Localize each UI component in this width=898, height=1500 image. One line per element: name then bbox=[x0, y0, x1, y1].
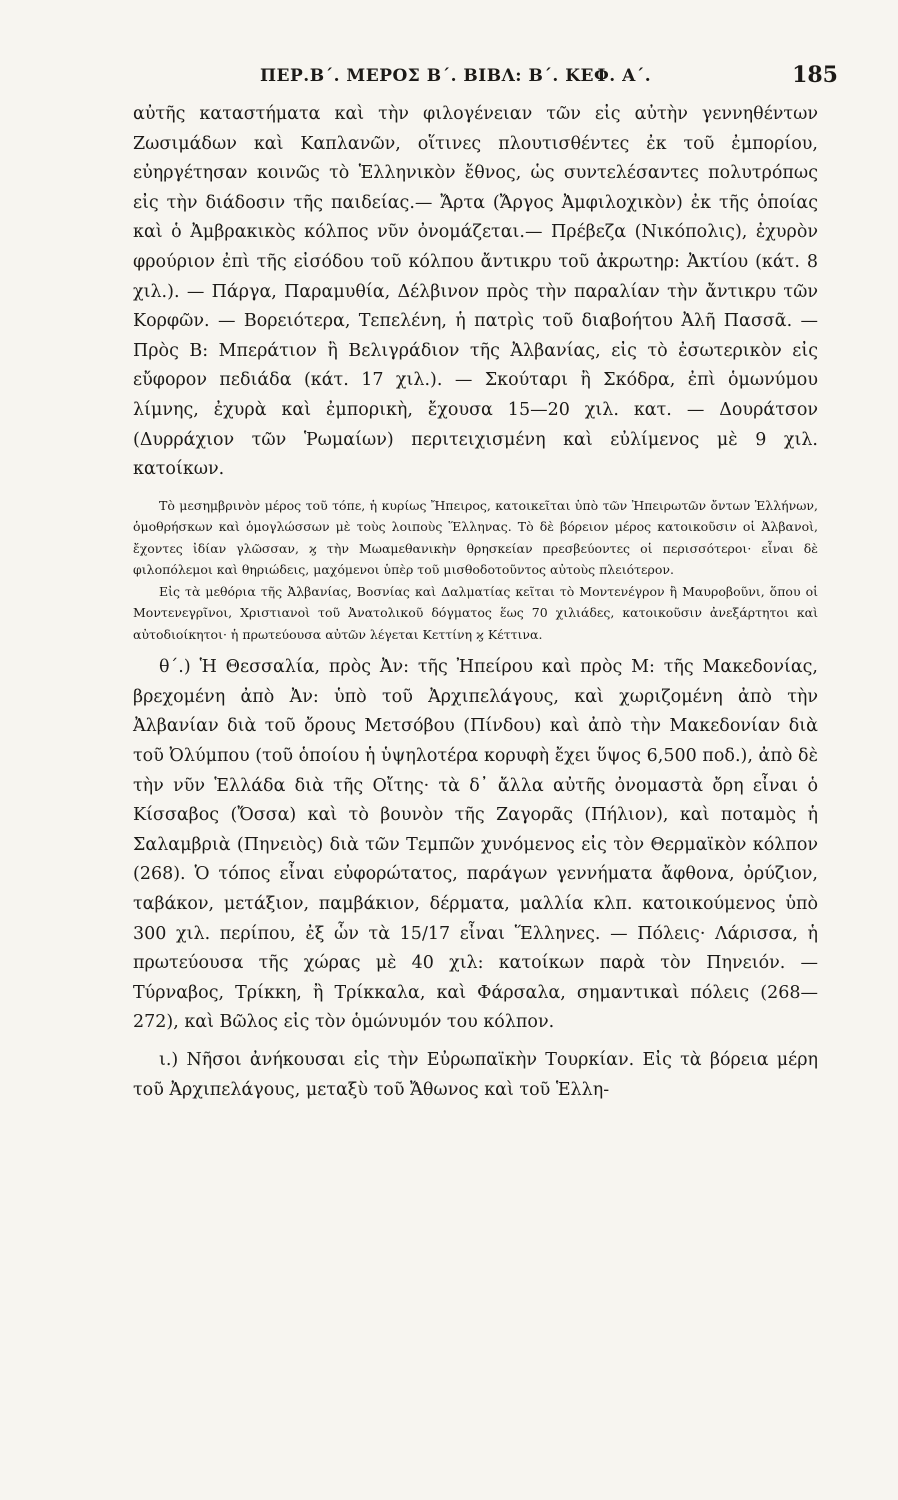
body-text bbox=[133, 100, 818, 1105]
running-head bbox=[120, 62, 838, 92]
spacer bbox=[133, 485, 818, 495]
spacer bbox=[133, 645, 818, 653]
note-epirus-inhabitants: Τὸ μεσημβρινὸν μέρος τοῦ τόπε, ἡ κυρίως Ἤπειρος, κατοικεῖται ὑπὸ τῶν Ἠπειρωτῶν ὄντων Ἑλλήνων, ὁμοθρήσκων καὶ ὁμογλώσσων μὲ τοὺς λοιποὺς Ἕλληνας. Τὸ δὲ βόρειον μέρος κατοικοῦσιν οἱ Ἀλβανοὶ, ἔχοντες ἰδίαν γλῶσσαν, ϗ τὴν Μωαμεθανικὴν θρησκείαν πρεσβεύοντες οἱ περισσότεροι· εἶναι δὲ φιλοπόλεμοι καὶ θηριώδεις, μαχόμενοι ὑπὲρ τοῦ μισθοδοτοῦντος αὐτοὺς πλειότερον. bbox=[133, 497, 818, 578]
spacer bbox=[133, 1038, 818, 1046]
paragraph-islands: ι.) Νῆσοι ἀνήκουσαι εἰς τὴν Εὐρωπαϊκὴν Τουρκίαν. Εἰς τὰ βόρεια μέρη τοῦ Ἀρχιπελάγους, μεταξὺ τοῦ Ἄθωνος καὶ τοῦ Ἑλλη- bbox=[133, 1049, 818, 1100]
paragraph-epirus-cities: αὐτῆς καταστήματα καὶ τὴν φιλογένειαν τῶν εἰς αὐτὴν γεννηθέντων Ζωσιμάδων καὶ Καπλανῶν, οἵτινες πλουτισθέντες ἐκ τοῦ ἐμπορίου, εὐηργέτησαν κοινῶς τὸ Ἑλληνικὸν ἔθνος, ὡς συντελέσαντες πολυτρόπως εἰς τὴν διάδοσιν τῆς παιδείας.— Ἄρτα (Ἄργος Ἀμφιλοχικὸν) ἐκ τῆς ὁποίας καὶ ὁ Ἀμβρακικὸς κόλπος νῦν ὀνομάζεται.— Πρέβεζα (Νικόπολις), ἐχυρὸν φρούριον ἐπὶ τῆς εἰσόδου τοῦ κόλπου ἄντικρυ τοῦ ἀκρωτηρ: Ἀκτίου (κάτ. 8 χιλ.). — Πάργα, Παραμυθία, Δέλβινον πρὸς τὴν παραλίαν τὴν ἄντικρυ τῶν Κορφῶν. — Βορειότερα, Τεπελένη, ἡ πατρὶς τοῦ διαβοήτου Ἀλῆ Πασσᾶ. — Πρὸς Β: Μπεράτιον ἢ Βελιγράδιον τῆς Ἀλβανίας, εἰς τὸ ἐσωτερικὸν εἰς εὔφορον πεδιάδα (κάτ. 17 χιλ.). — Σκούταρι ἢ Σκόδρα, ἐπὶ ὁμωνύμου λίμνης, ἐχυρὰ καὶ ἐμπορικὴ, ἔχουσα 15—20 χιλ. κατ. — Δουράτσον (Δυρράχιον τῶν Ῥωμαίων) περιτειχισμένη καὶ εὐλίμενος μὲ 9 χιλ. κατοίκων. bbox=[133, 104, 818, 480]
page-number: 185 bbox=[792, 62, 838, 88]
note-montenegro: Εἰς τὰ μεθόρια τῆς Ἀλβανίας, Βοσνίας καὶ Δαλματίας κεῖται τὸ Μοντενέγρον ἢ Μαυροβοῦνι, ὅπου οἱ Μοντενεγρῖνοι, Χριστιανοὶ τοῦ Ἀνατολικοῦ δόγματος ἕως 70 χιλιάδες, κατοικοῦσιν ἀνεξάρτητοι καὶ αὐτοδιοίκητοι· ἡ πρωτεύουσα αὐτῶν λέγεται Κεττίνη ϗ Κέττινα. bbox=[133, 583, 818, 642]
running-title: ΠΕΡ.Β΄. ΜΕΡΟΣ Β΄. ΒΙΒΛ: Β΄. ΚΕΦ. Α΄. bbox=[260, 66, 652, 86]
paragraph-thessaly: θ΄.) Ἡ Θεσσαλία, πρὸς Ἀν: τῆς Ἠπείρου καὶ πρὸς Μ: τῆς Μακεδονίας, βρεχομένη ἀπὸ Ἀν: ὑπὸ τοῦ Ἀρχιπελάγους, καὶ χωριζομένη ἀπὸ τὴν Ἀλβανίαν διὰ τοῦ ὄρους Μετσόβου (Πίνδου) καὶ ἀπὸ τὴν Μακεδονίαν διὰ τοῦ Ὀλύμπου (τοῦ ὁποίου ἡ ὑψηλοτέρα κορυφὴ ἔχει ὕψος 6,500 ποδ.), ἀπὸ δὲ τὴν νῦν Ἑλλάδα διὰ τῆς Οἴτης· τὰ δ᾽ ἄλλα αὐτῆς ὀνομαστὰ ὄρη εἶναι ὁ Κίσσαβος (Ὄσσα) καὶ τὸ βουνὸν τῆς Ζαγορᾶς (Πήλιον), καὶ ποταμὸς ἡ Σαλαμβριὰ (Πηνειὸς) διὰ τῶν Τεμπῶν χυνόμενος εἰς τὸν Θερμαϊκὸν κόλπον (268). Ὁ τόπος εἶναι εὐφορώτατος, παράγων γεννήματα ἄφθονα, ὀρύζιον, ταβάκον, μετάξιον, παμβάκιον, δέρματα, μαλλία κλπ. κατοικούμενος ὑπὸ 300 χιλ. περίπου, ἐξ ὧν τὰ 15/17 εἶναι Ἕλληνες. — Πόλεις· Λάρισσα, ἡ πρωτεύουσα τῆς χώρας μὲ 40 χιλ: κατοίκων παρὰ τὸν Πηνειόν. — Τύρναβος, Τρίκκη, ἢ Τρίκκαλα, καὶ Φάρσαλα, σημαντικαὶ πόλεις (268—272), καὶ Βῶλος εἰς τὸν ὁμώνυμόν του κόλπον. bbox=[133, 657, 818, 1033]
